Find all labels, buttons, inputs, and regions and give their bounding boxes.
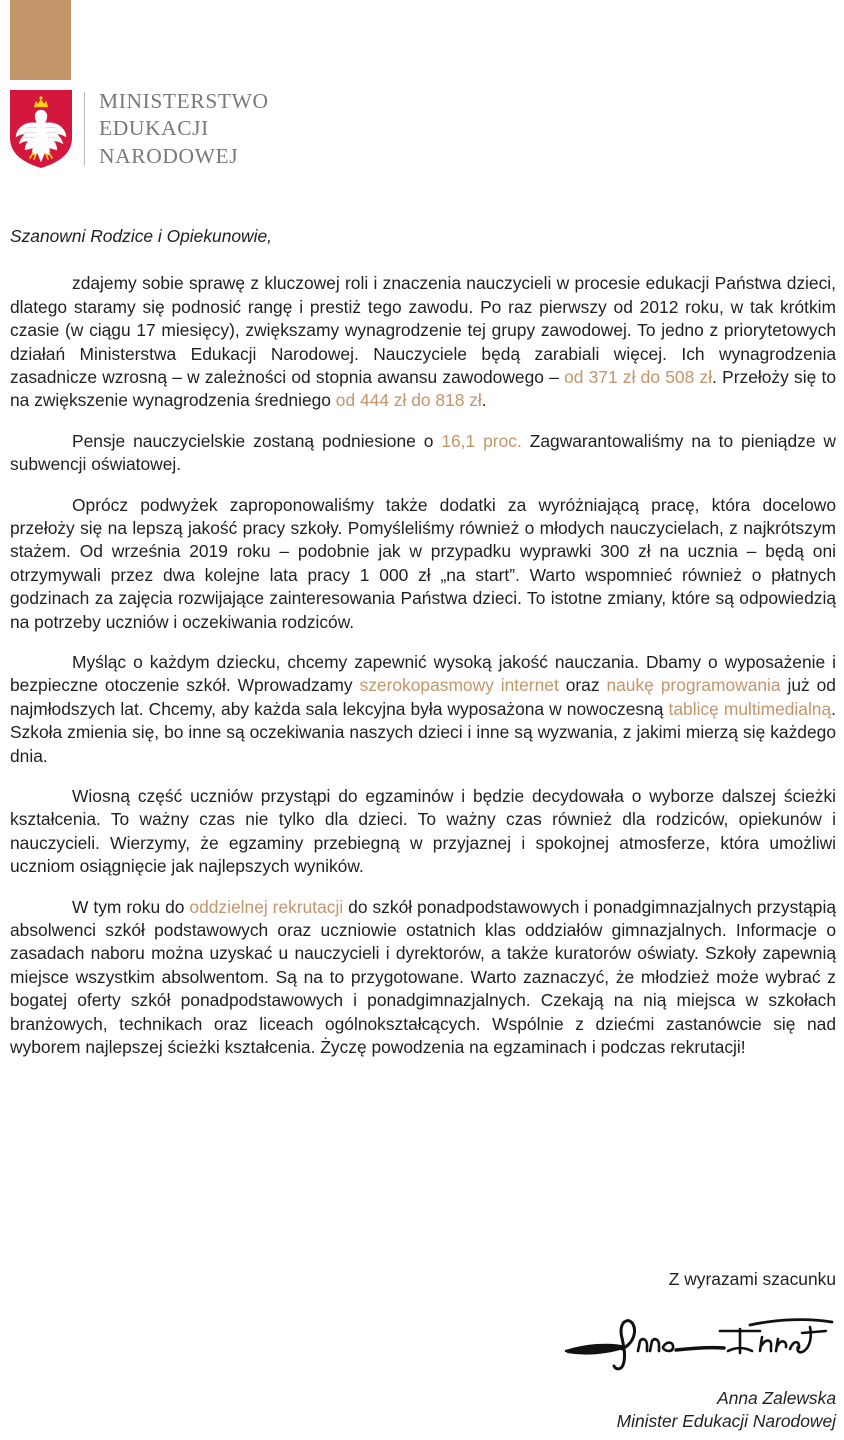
ministry-name-line-3: NARODOWEJ xyxy=(99,143,239,168)
ministry-name-line-1: MINISTERSTWO xyxy=(99,89,269,113)
highlight-programming-education: naukę programowania xyxy=(606,675,781,696)
handwritten-signature-icon xyxy=(564,1307,836,1381)
highlight-broadband-internet: szerokopasmowy internet xyxy=(359,675,559,696)
paragraph-3: Oprócz podwyżek zaproponowaliśmy także dodatki za wyróżniającą pracę, która docelowo przełoży się na lepszą jakość pracy szkoły. Pomyśleliśmy również o młodych nauczycielach, z najkrótszym stażem. Od września 2019 roku – podobnie jak w przypadku wyprawki 300 zł na ucznia – będą oni otrzymywali przez dwa kolejne lata pracy 1 000 zł „na start”. Warto wspomnieć również o płatnych godzinach za zajęcia rozwijające zainteresowania Państwa dzieci. To istotne zmiany, które są odpowiedzią na potrzeby uczniów i oczekiwania rodziców. xyxy=(10,494,836,632)
highlight-separate-recruitment: oddzielnej rekrutacji xyxy=(189,896,344,917)
paragraph-5: Wiosną część uczniów przystąpi do egzaminów i będzie decydowała o wyborze dalszej ścieżki kształcenia. To ważny czas nie tylko dla dzieci. To ważny czas również dla rodziców, opiekunów i nauczycieli. Wierzymy, że egzaminy przebiegną w przyjaznej i spokojnej atmosferze, która umożliwi uczniom osiągnięcie jak najlepszych wyników. xyxy=(10,786,836,877)
p2-text-b: Zagwarantowaliśmy na to pieniądze w subwencji oświatowej. xyxy=(10,430,836,475)
p1-text-a: zdajemy sobie sprawę z kluczowej roli i znaczenia nauczycieli w procesie edukacji Państwa dzieci, dlatego staramy się podnosić rangę i prestiż tego zawodu. Po raz pierwszy od 2012 roku, w tak krótkim czasie (w ciągu 17 miesięcy), zwiększamy wynagrodzenie tej grupy zawodowej. To jedno z priorytetowych działań Ministerstwa Edukacji Narodowej. Nauczyciele będą zarabiali więcej. Ich wynagrodzenia zasadnicze wzrosną – w zależności od stopnia awansu zawodowego – xyxy=(10,273,836,387)
p1-text-c: . xyxy=(481,390,487,411)
ministry-name-line-2: EDUKACJI xyxy=(99,116,209,141)
paragraph-1 xyxy=(10,272,836,412)
accent-bar xyxy=(10,0,71,80)
signature-block xyxy=(416,1268,836,1433)
p4-text-d: . Szkoła zmienia się, bo inne są oczekiwania naszych dzieci i inne są wyzwania, z jakimi mierzą się każdego dnia. xyxy=(10,698,836,766)
highlight-percentage-increase: 16,1 proc. xyxy=(441,430,522,451)
salutation: Szanowni Rodzice i Opiekunowie, xyxy=(10,226,272,246)
polish-coat-of-arms-icon xyxy=(10,90,72,168)
p2-text-a: Pensje nauczycielskie zostaną podniesione o xyxy=(72,430,442,451)
p4-text-c: już od najmłodszych lat. Chcemy, aby każda sala lekcyjna była wyposażona w nowoczesną xyxy=(10,675,836,719)
letter-body xyxy=(10,225,836,1060)
p1-text-b: . Przełoży się to na zwiększenie wynagrodzenia średniego xyxy=(10,366,837,411)
closing-phrase: Z wyrazami szacunku xyxy=(668,1269,836,1289)
highlight-multimedia-board: tablicę multimedialną xyxy=(668,698,832,719)
p6-text-b: do szkół ponadpodstawowych i ponadgimnazjalnych przystąpią absolwenci szkół podstawowych oraz uczniowie ostatnich klas oddziałów gimnazjalnych. Informacje o zasadach naboru można uzyskać u nauczycieli i dyrektorów, a także kuratorów oświaty. Szkoły zapewnią miejsce wszystkim absolwentom. Są na to przygotowane. Warto zaznaczyć, że młodzież może wybrać z bogatej oferty szkół ponadpodstawowych i ponadgimnazjalnych. Czekają na nią miejsca w szkołach branżowych, technikach oraz liceach ogólnokształcących. Wspólnie z dziećmi zastanówcie się nad wyborem najlepszej ścieżki kształcenia. Życzę powodzenia na egzaminach i podczas rekrutacji! xyxy=(10,896,837,1058)
ministry-name xyxy=(99,88,269,170)
logo-divider xyxy=(84,92,85,166)
p4-text-b: oraz xyxy=(558,675,607,696)
highlight-salary-base-range: od 371 zł do 508 zł xyxy=(564,366,713,387)
paragraph-4 xyxy=(10,651,836,768)
paragraph-6 xyxy=(10,896,836,1060)
p4-text-a: Myśląc o każdym dziecku, chcemy zapewnić wysoką jakość nauczania. Dbamy o wyposażenie i bezpieczne otoczenie szkół. Wprowadzamy xyxy=(10,652,836,696)
ministry-logo xyxy=(10,88,269,170)
letterhead xyxy=(0,0,844,225)
signer-name: Anna Zalewska xyxy=(717,1387,836,1408)
signer-title: Minister Edukacji Narodowej xyxy=(616,1410,836,1431)
p6-text-a: W tym roku do xyxy=(72,896,190,917)
highlight-salary-average-range: od 444 zł do 818 zł xyxy=(335,390,482,411)
paragraph-2 xyxy=(10,430,836,477)
